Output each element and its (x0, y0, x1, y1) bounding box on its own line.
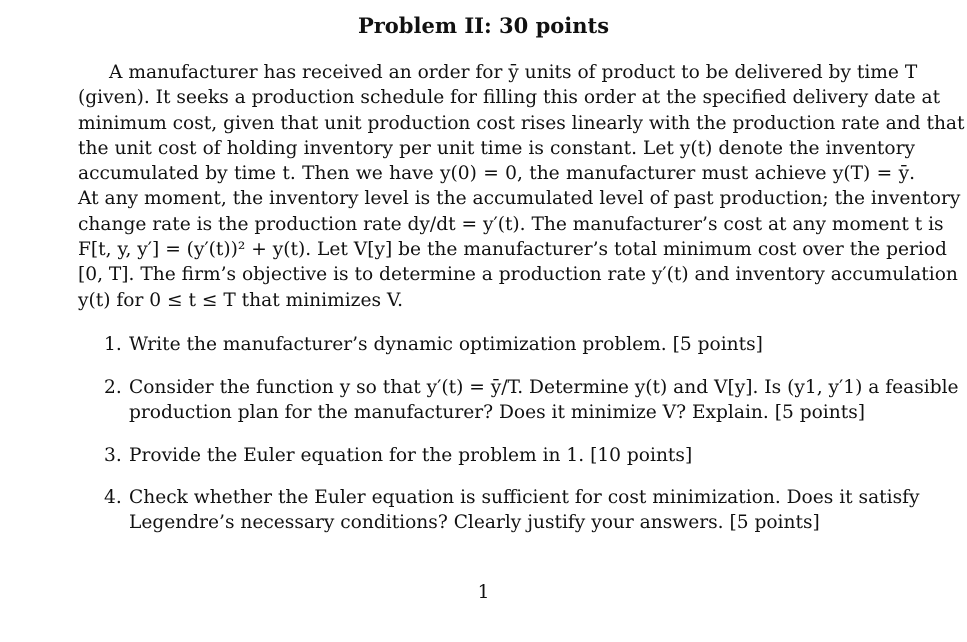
statement-line: (given). It seeks a production schedule for filling this order at the specified delivery date at (78, 87, 941, 109)
statement-line: minimum cost, given that unit production cost rises linearly with the production rate and that (78, 112, 965, 134)
statement-line: A manufacturer has received an order for ȳ units of product to be delivered by time T (109, 62, 918, 83)
statement-line: F[t, y, y′] = (y′(t))² + y(t). Let V[y] be the manufacturer’s total minimum cost over the period (78, 239, 947, 261)
statement-line: At any moment, the inventory level is the accumulated level of past production; the inventory (78, 188, 961, 210)
question-text: production plan for the manufacturer? Does it minimize V? Explain. [5 points] (129, 402, 865, 423)
question-number: 3. (104, 445, 122, 466)
question-text: Legendre’s necessary conditions? Clearly justify your answers. [5 points] (129, 512, 820, 533)
problem-title: Problem II: 30 points (357, 13, 610, 38)
question-text: Consider the function y so that y′(t) = ȳ/T. Determine y(t) and V[y]. Is (y1, y′1) a feasible (129, 377, 959, 398)
page-number: 1 (477, 582, 490, 603)
question-number: 2. (104, 377, 122, 398)
question-text: Check whether the Euler equation is sufficient for cost minimization. Does it satisfy (129, 487, 920, 508)
statement-line: the unit cost of holding inventory per unit time is constant. Let y(t) denote the inventory (78, 137, 915, 159)
problem-statement (78, 60, 965, 313)
question-number: 4. (104, 487, 122, 508)
statement-line: accumulated by time t. Then we have y(0) = 0, the manufacturer must achieve y(T) = ȳ. (78, 163, 915, 185)
question-number: 1. (104, 334, 122, 355)
question-text: Write the manufacturer’s dynamic optimization problem. [5 points] (129, 334, 763, 355)
statement-line: [0, T]. The firm’s objective is to determine a production rate y′(t) and inventory accumulation (78, 264, 958, 286)
statement-line: y(t) for 0 ≤ t ≤ T that minimizes V. (78, 289, 404, 311)
statement-line: change rate is the production rate dy/dt = y′(t). The manufacturer’s cost at any moment t is (78, 213, 944, 235)
question-text: Provide the Euler equation for the problem in 1. [10 points] (129, 445, 693, 466)
